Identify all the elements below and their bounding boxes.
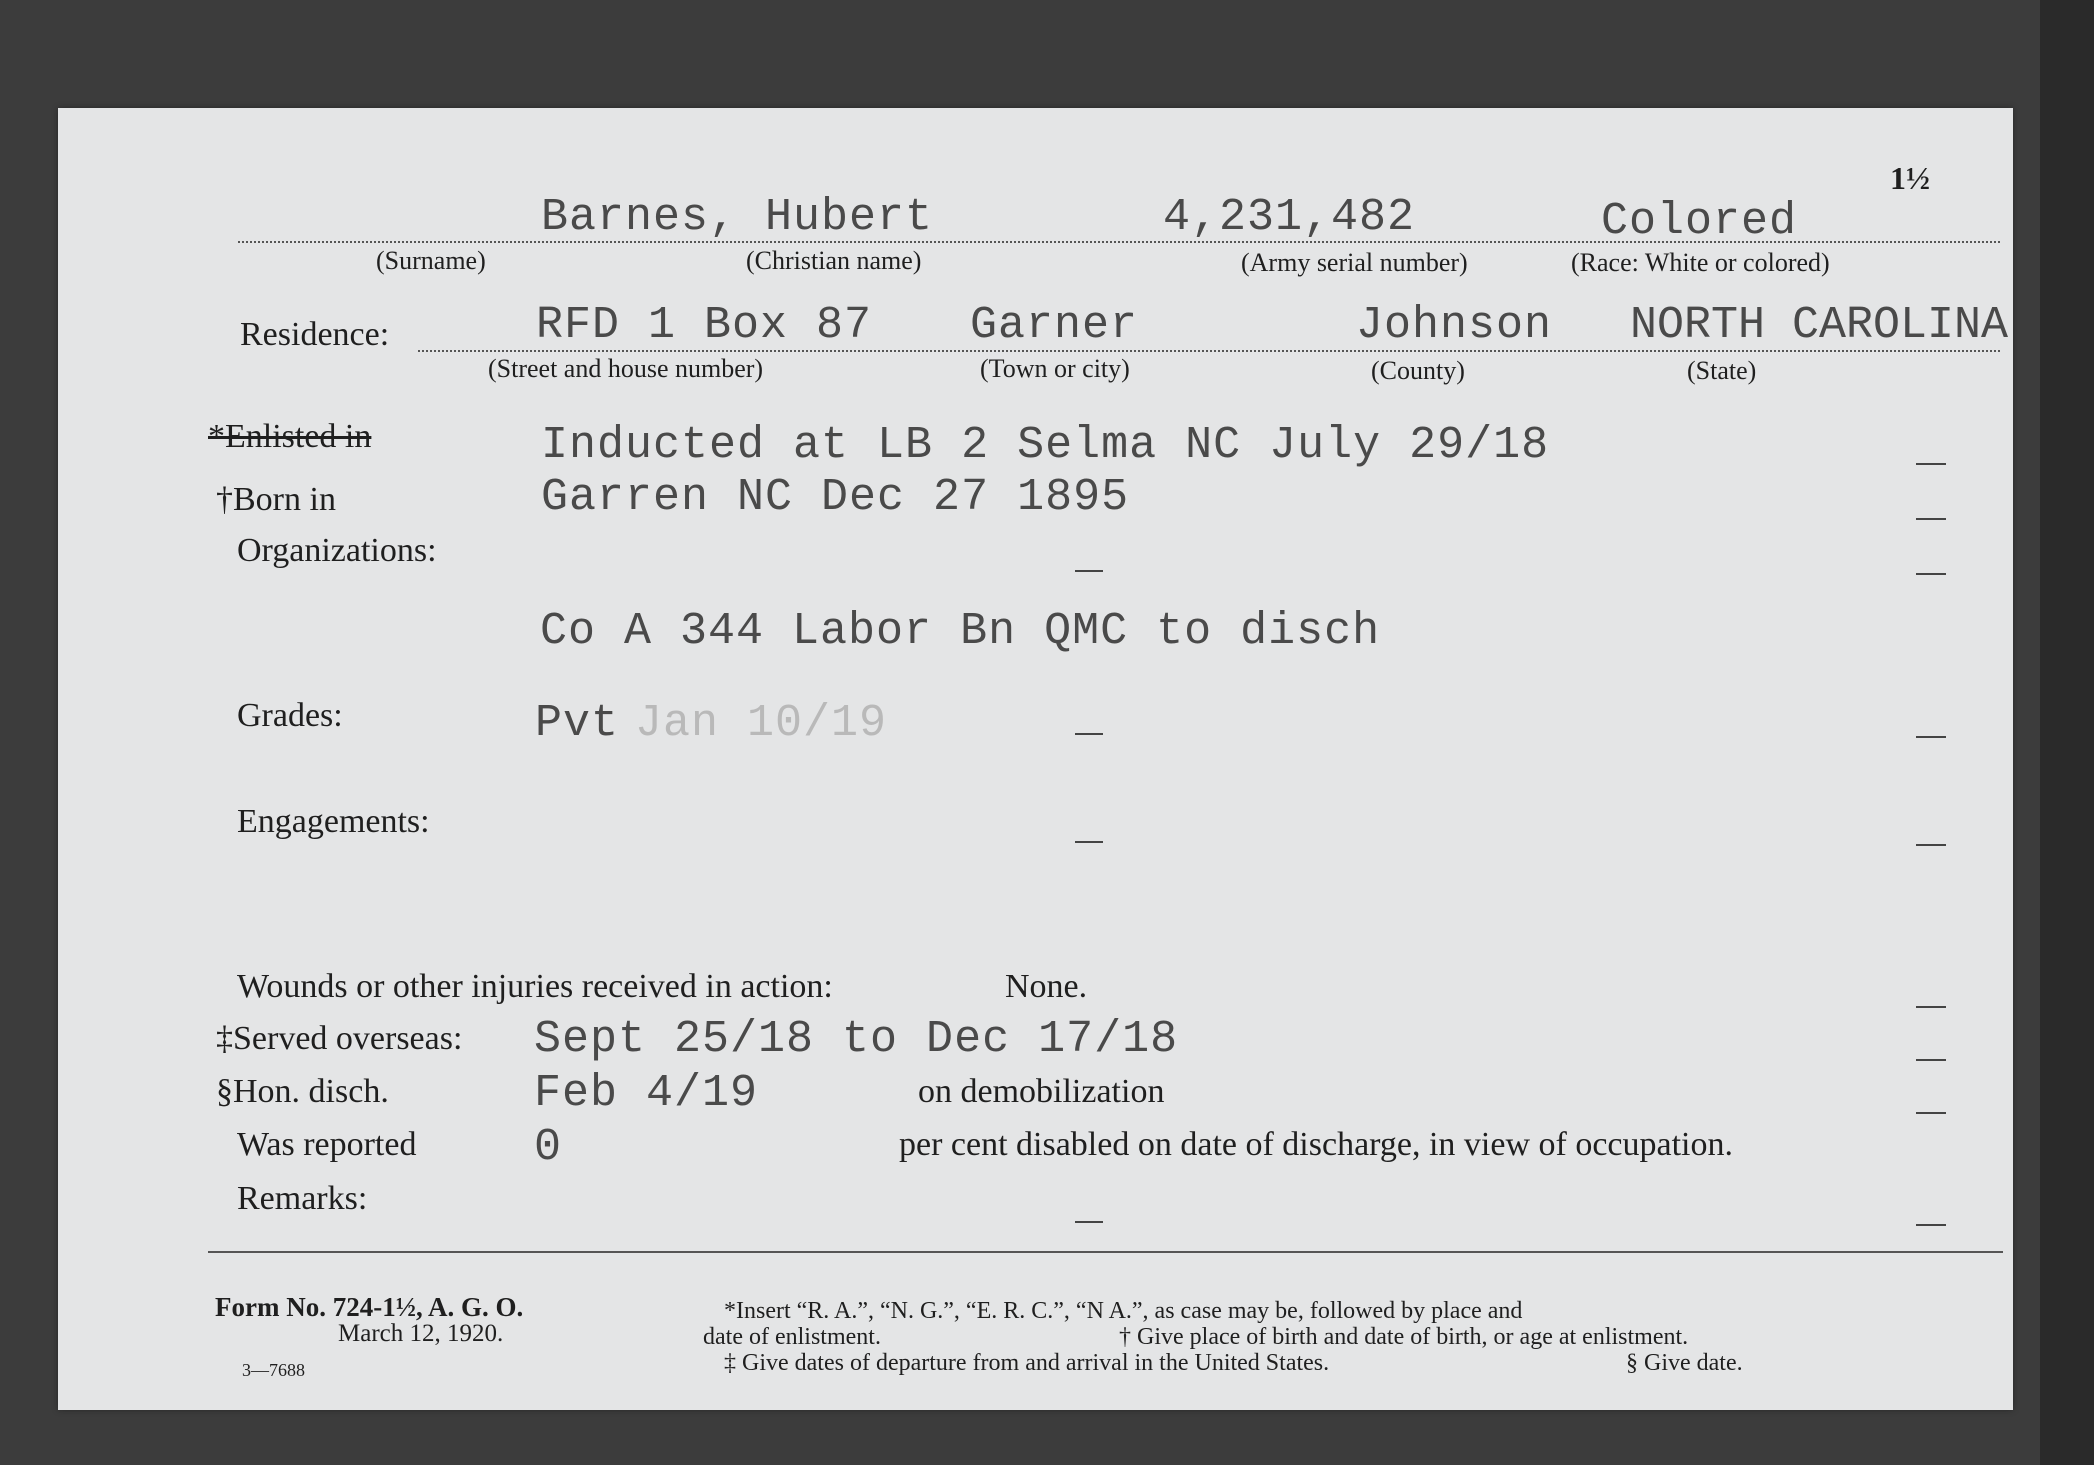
- engagements-label: Engagements:: [237, 803, 430, 840]
- service-record-card: [58, 108, 2013, 1410]
- race-caption: (Race: White or colored): [1571, 248, 1830, 277]
- scan-background-edge: [2040, 0, 2094, 1465]
- dash-org-mid: [1075, 570, 1103, 572]
- discharge-label: §Hon. disch.: [216, 1073, 389, 1110]
- enlisted-value: Inducted at LB 2 Selma NC July 29/18: [541, 420, 1550, 471]
- print-code: 3—7688: [242, 1360, 305, 1380]
- enlisted-label: *Enlisted in: [208, 418, 372, 455]
- street-value: RFD 1 Box 87: [536, 300, 873, 351]
- form-number: Form No. 724-1½, A. G. O.: [215, 1292, 524, 1322]
- dash-overseas: [1916, 1059, 1946, 1061]
- residence-label: Residence:: [240, 316, 390, 353]
- footer-rule: [208, 1251, 2003, 1253]
- grades-faded-value: Jan 10/19: [635, 698, 888, 749]
- surname-value: Barnes, Hubert: [541, 192, 934, 243]
- dash-enlisted: [1916, 463, 1946, 465]
- dash-eng-mid: [1075, 841, 1103, 843]
- reported-label: Was reported: [237, 1126, 417, 1163]
- footnote-born: † Give place of birth and date of birth, or age at enlistment.: [1119, 1324, 1689, 1350]
- footnote-discharge: § Give date.: [1626, 1350, 1743, 1376]
- form-date: March 12, 1920.: [338, 1320, 504, 1347]
- born-value: Garren NC Dec 27 1895: [541, 472, 1130, 523]
- wounds-value: None.: [1005, 968, 1088, 1005]
- race-value: Colored: [1601, 196, 1798, 247]
- discharge-value: Feb 4/19: [534, 1068, 759, 1119]
- reported-value: 0: [534, 1122, 563, 1173]
- footnote-insert: *Insert “R. A.”, “N. G.”, “E. R. C.”, “N A.”, as case may be, followed by place and: [724, 1298, 1523, 1324]
- dash-grades: [1916, 736, 1946, 738]
- surname-caption: (Surname): [376, 246, 486, 275]
- dash-org: [1916, 573, 1946, 575]
- name-line: [238, 241, 2000, 243]
- dash-grades-mid: [1075, 733, 1103, 735]
- residence-line: [418, 350, 2000, 352]
- christian-name-caption: (Christian name): [746, 246, 922, 275]
- county-value: Johnson: [1356, 300, 1553, 351]
- dash-remarks-mid: [1075, 1221, 1103, 1223]
- street-caption: (Street and house number): [488, 354, 764, 383]
- organizations-value: Co A 344 Labor Bn QMC to disch: [540, 606, 1381, 657]
- footnote-insert-cont: date of enlistment.: [703, 1324, 881, 1350]
- dash-wounds: [1916, 1006, 1946, 1008]
- dash-eng: [1916, 844, 1946, 846]
- fraction-mark: 1½: [1890, 160, 1930, 196]
- overseas-value: Sept 25/18 to Dec 17/18: [534, 1014, 1179, 1065]
- county-caption: (County): [1371, 356, 1465, 385]
- town-value: Garner: [970, 300, 1139, 351]
- reported-text: per cent disabled on date of discharge, in view of occupation.: [899, 1126, 1733, 1163]
- grades-value: Pvt: [535, 698, 620, 749]
- serial-caption: (Army serial number): [1241, 248, 1468, 277]
- dash-discharge: [1916, 1112, 1946, 1114]
- serial-number-value: 4,231,482: [1163, 192, 1416, 243]
- state-caption: (State): [1687, 356, 1757, 385]
- discharge-reason: on demobilization: [918, 1073, 1165, 1110]
- born-label: †Born in: [216, 481, 336, 518]
- dash-born: [1916, 518, 1946, 520]
- wounds-label: Wounds or other injuries received in action:: [237, 968, 833, 1005]
- grades-label: Grades:: [237, 697, 343, 734]
- remarks-label: Remarks:: [237, 1180, 368, 1217]
- overseas-label: ‡Served overseas:: [216, 1020, 463, 1057]
- dash-remarks: [1916, 1224, 1946, 1226]
- footnote-overseas: ‡ Give dates of departure from and arrival in the United States.: [724, 1350, 1330, 1376]
- state-value: NORTH CAROLINA: [1630, 300, 2009, 351]
- town-caption: (Town or city): [980, 354, 1130, 383]
- organizations-label: Organizations:: [237, 532, 437, 569]
